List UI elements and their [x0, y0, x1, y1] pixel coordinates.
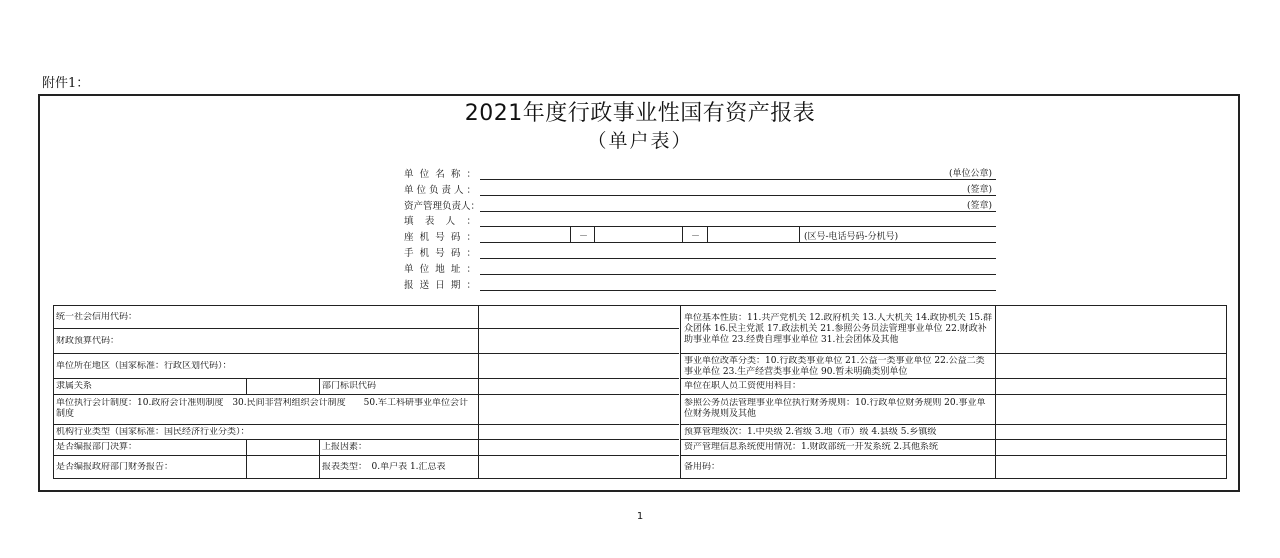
date-field[interactable] [480, 290, 996, 291]
mobile-field[interactable] [480, 258, 996, 259]
unit-seal-note: (单位公章) [948, 169, 992, 179]
unit-nature-label: 单位基本性质：11.共产党机关 12.政府机关 13.人大机关 14.政协机关 15.群众团体 16.民主党派 17.政法机关 21.参照公务员法管理事业单位 22.财政补助事业单位 23.经费自理事业单位 31.社会团体及其他 [684, 313, 992, 345]
grid-divider [680, 305, 681, 479]
address-field[interactable] [480, 274, 996, 275]
report-type-label: 报表类型： 0.单户表 1.汇总表 [322, 462, 446, 472]
phone-separator [707, 227, 708, 242]
dept-final-label: 是否编报部门决算： [56, 442, 138, 452]
asset-head-field[interactable] [480, 211, 996, 212]
unit-name-label: 单位名称： [404, 169, 476, 180]
grid-row-line [53, 455, 679, 456]
reform-class-label: 事业单位改革分类：10.行政类事业单位 21.公益一类事业单位 22.公益二类事业单位 23.生产经营类事业单位 90.暂未明确类别单位 [684, 356, 985, 377]
annex-label: 附件1： [42, 76, 90, 91]
report-factor-label: 上报因素： [322, 442, 368, 452]
budget-level-label: 预算管理级次：1.中央级 2.省级 3.地（市）级 4.县级 5.乡镇级 [684, 427, 937, 437]
mobile-label: 手机号码： [404, 248, 476, 259]
grid-row-line [680, 353, 1226, 354]
industry-type-label: 机构行业类型（国家标准：国民经济行业分类）： [56, 427, 250, 437]
grid-row-line [53, 424, 679, 425]
grid-row-line [53, 328, 679, 329]
unit-head-label: 单位负责人： [404, 185, 476, 196]
credit-code-label: 统一社会信用代码： [56, 312, 138, 322]
grid-divider [995, 305, 996, 479]
phone-separator [570, 227, 571, 242]
page-number: 1 [636, 511, 644, 522]
grid-row-line [53, 353, 679, 354]
report-title: 2021年度行政事业性国有资产报表 [464, 101, 816, 126]
unit-head-sign-note: (签章) [966, 185, 992, 195]
asset-head-sign-note: (签章) [966, 201, 992, 211]
phone-field[interactable] [480, 242, 996, 243]
grid-divider [478, 305, 479, 479]
phone-label: 座机号码： [404, 232, 476, 243]
gov-report-label: 是否编报政府部门财务报告： [56, 462, 174, 472]
reserve-code-label: 备用码： [684, 462, 721, 472]
phone-separator [594, 227, 595, 242]
grid-divider [246, 378, 247, 394]
region-code-label: 单位所在地区（国家标准：行政区划代码）： [56, 361, 232, 371]
accounting-system-label: 单位执行会计制度：10.政府会计准则制度 30.民间非营利组织会计制度 50.军工科研事业单位会计制度 [56, 398, 468, 419]
phone-dash-2: － [691, 232, 701, 242]
budget-code-label: 财政预算代码： [56, 336, 120, 346]
unit-head-field[interactable] [480, 195, 996, 196]
grid-row-line [680, 424, 1226, 425]
affiliation-label: 隶属关系 [56, 381, 93, 391]
grid-row-line [53, 378, 679, 379]
phone-dash-1: － [579, 232, 589, 242]
filler-label: 填表人： [404, 216, 476, 227]
info-system-label: 资产管理信息系统使用情况：1.财政部统一开发系统 2.其他系统 [684, 442, 939, 452]
salary-subject-label: 单位在职人员工资使用科目： [684, 381, 802, 391]
grid-row-line [680, 394, 1226, 395]
grid-divider [246, 439, 247, 479]
dept-code-label: 部门标识代码 [322, 381, 377, 391]
finance-rules-label: 参照公务员法管理事业单位执行财务规则：10.行政单位财务规则 20.事业单位财务规则及其他 [684, 398, 986, 419]
report-subtitle: （单户表） [587, 130, 693, 152]
grid-divider [319, 378, 320, 394]
grid-row-line [680, 455, 1226, 456]
phone-separator [799, 227, 800, 242]
phone-format-note: (区号-电话号码-分机号) [804, 232, 899, 242]
grid-row-line [680, 439, 1226, 440]
filler-field[interactable] [480, 226, 996, 227]
asset-head-label: 资产管理负责人： [404, 201, 481, 212]
address-label: 单位地址： [404, 264, 476, 275]
phone-separator [682, 227, 683, 242]
grid-row-line [53, 394, 679, 395]
grid-row-line [680, 378, 1226, 379]
unit-name-field[interactable] [480, 179, 996, 180]
grid-divider [319, 439, 320, 479]
date-label: 报送日期： [404, 280, 476, 291]
grid-row-line [53, 439, 679, 440]
